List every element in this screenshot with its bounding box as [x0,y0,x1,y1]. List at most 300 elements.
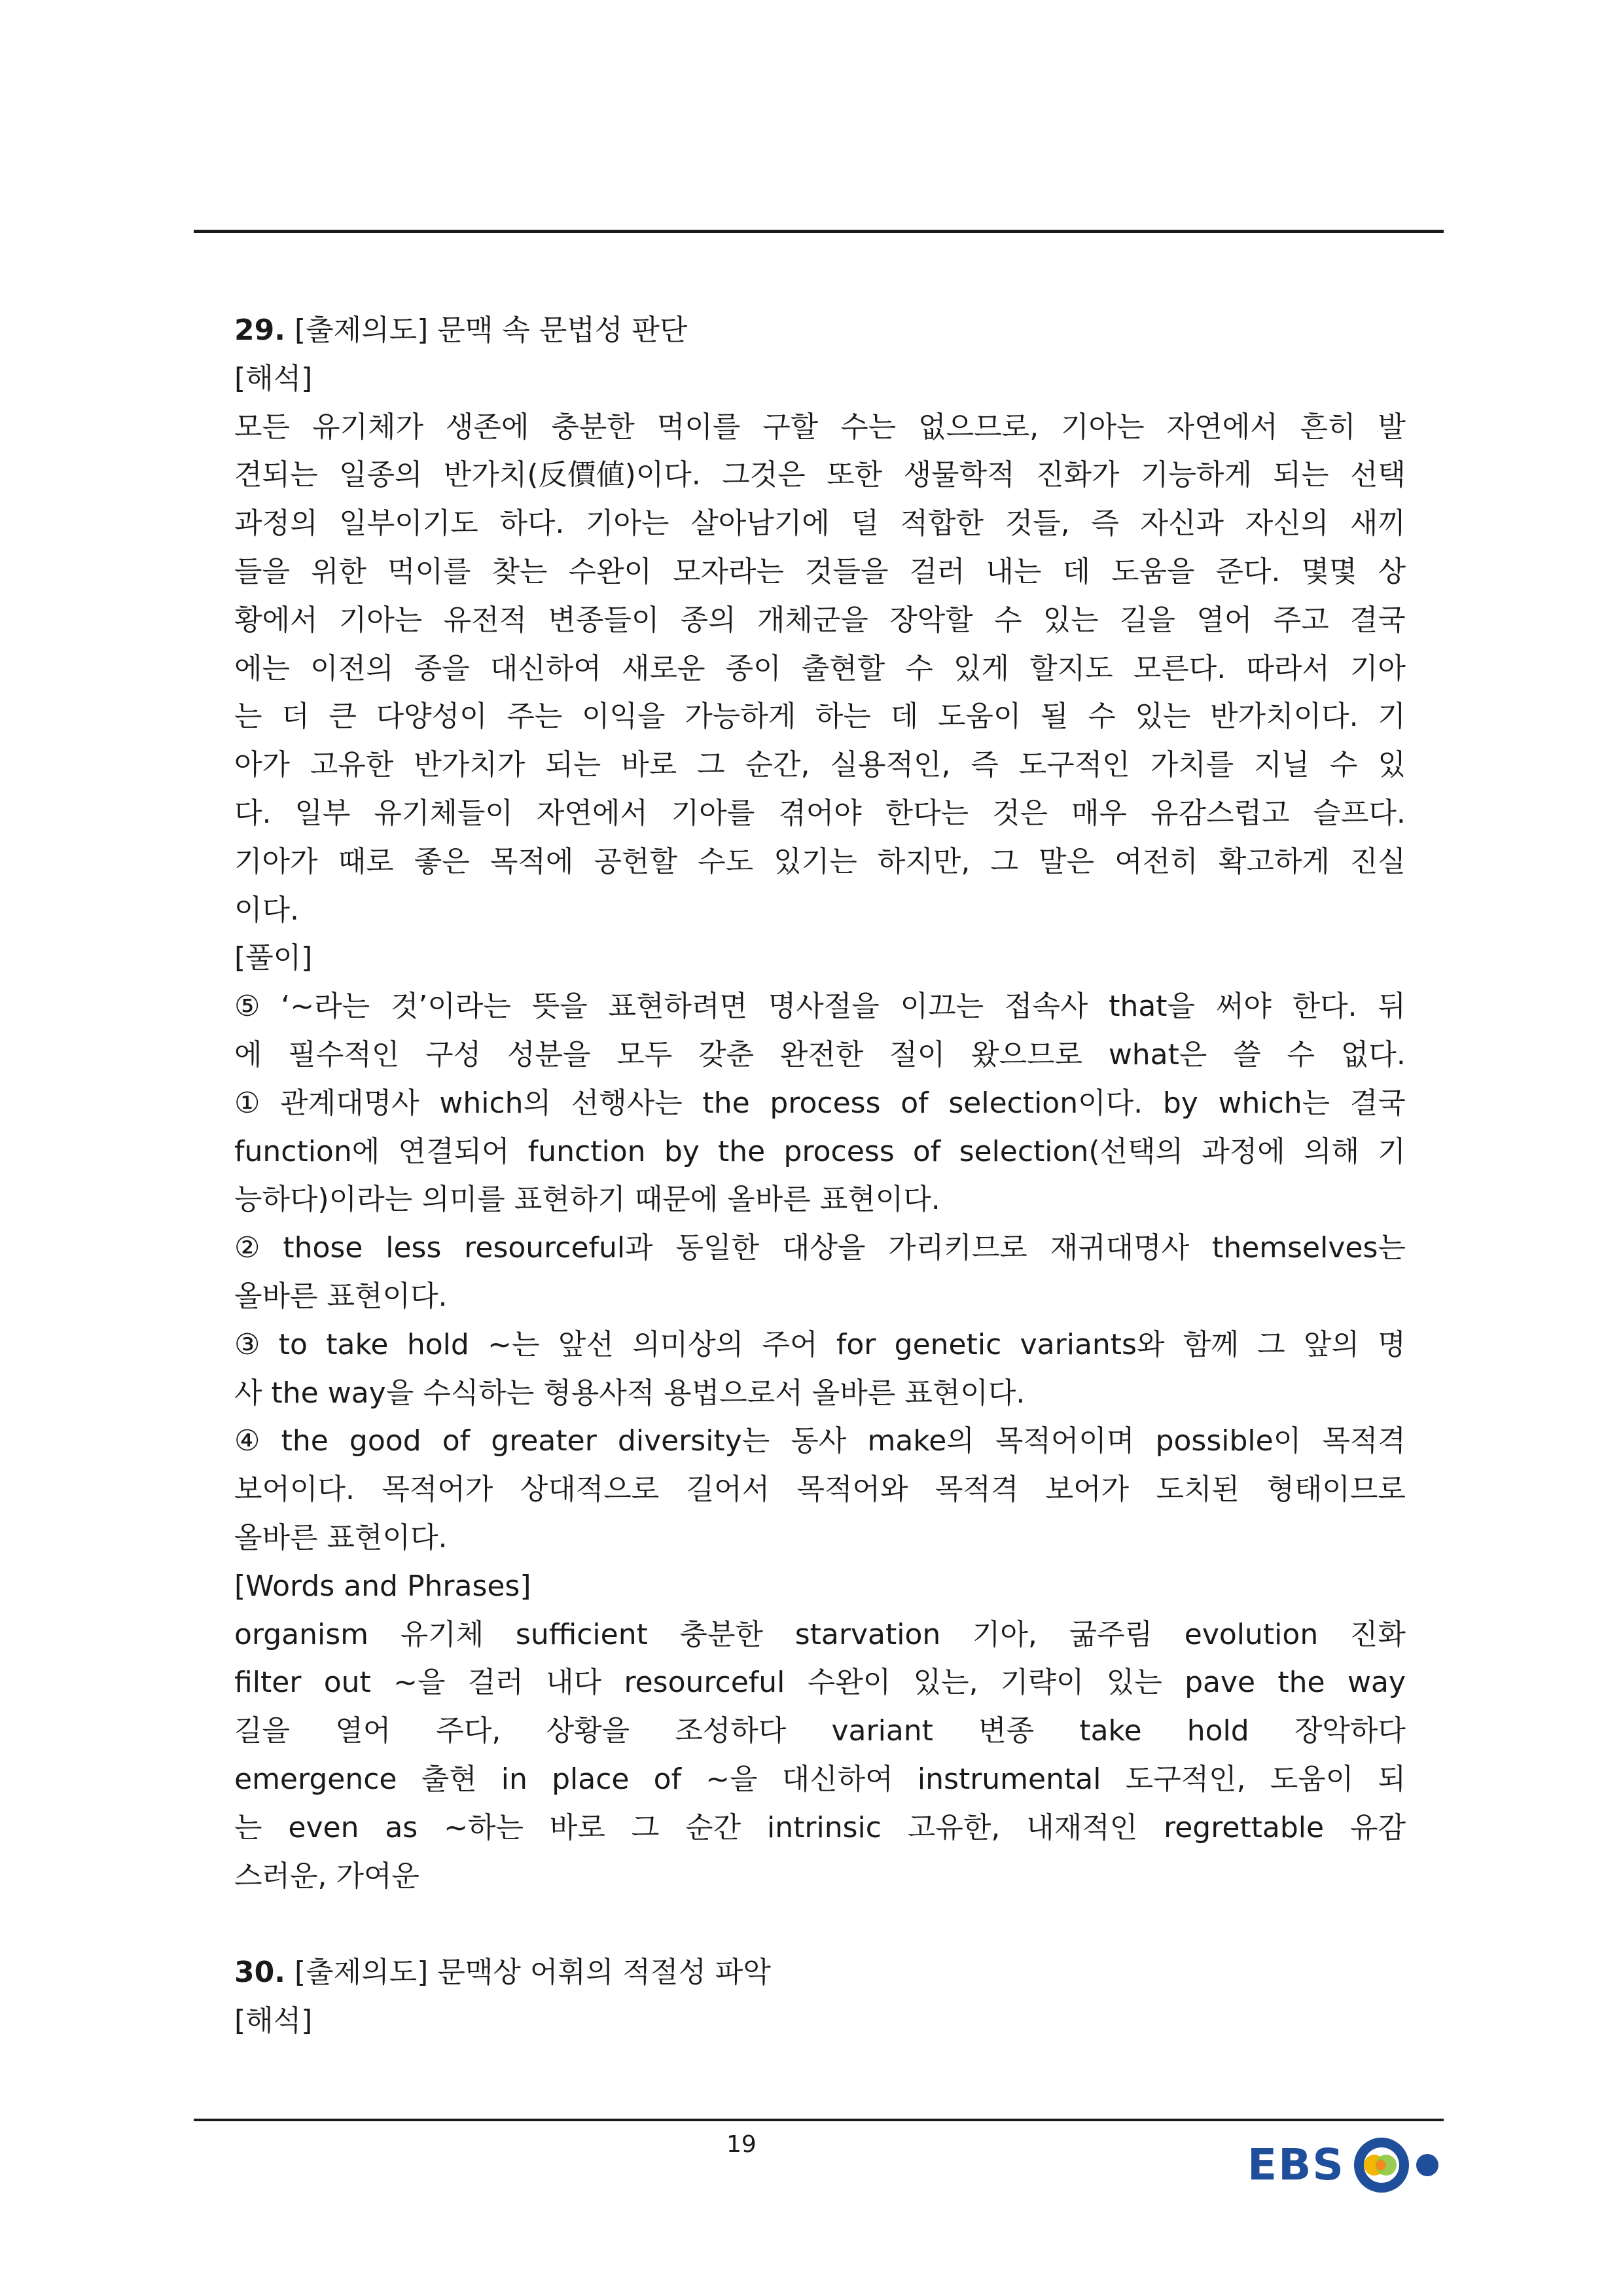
word: filter [234,1666,302,1700]
word: 선택 [1349,458,1406,492]
header-rule [194,230,1444,233]
word: 길을 [1120,603,1176,637]
word: 가리키므로 [888,1231,1027,1265]
word: possible이 [1155,1424,1302,1458]
word: organism [234,1617,369,1651]
word: 유감스럽고 [1150,796,1290,830]
word: 목적에 [490,844,574,878]
word: function [527,1134,646,1168]
word: 대상을 [781,1231,866,1265]
word: 적절성 [622,1956,706,1990]
word: by [664,1134,700,1168]
word: even [288,1810,359,1844]
word: 일부 [294,796,351,830]
word: 표현이다. [327,1279,448,1313]
word: 더 [281,700,310,734]
word: 준다. [1215,554,1281,588]
word: 그 [631,1810,660,1844]
text-line [234,1997,1406,2045]
word: 표현이다. [904,1376,1026,1410]
word: 절이 [889,1037,946,1071]
word: 능하다)이라는 [234,1183,413,1217]
word: ⑤ [234,990,260,1024]
word: the [281,1424,329,1458]
text-line [234,451,1406,499]
word: 유기체 [400,1617,484,1651]
word: 상대적으로 [520,1473,660,1507]
word: 수 [1330,748,1358,782]
word: 반가치이다. [1210,700,1359,734]
word: 개체군을 [757,603,868,637]
word: 하다. [499,507,565,541]
word: 장악하다 [1294,1714,1406,1748]
word: function에 [234,1134,380,1168]
word: 살아남기에 [690,507,830,541]
word: 수식하는 [423,1376,535,1410]
word: 하는 [815,700,871,734]
ebs-logo-mark-icon [1350,2132,1442,2198]
word: 지닐 [1254,748,1310,782]
word: take [326,1327,389,1361]
word: in [501,1762,527,1796]
word: 데 [890,700,919,734]
word: 때로 [338,844,394,878]
word: 될 [1041,700,1069,734]
word: 즉 [971,748,999,782]
word: less [385,1231,442,1265]
word: 완전한 [779,1037,864,1071]
word: 29. [234,314,285,347]
word: 공헌할 [594,844,678,878]
word: 문맥 [437,314,493,347]
word: 생존에 [445,410,529,444]
word: 수 [905,651,933,685]
word: 상황을 [546,1714,630,1748]
word: 주는 [507,700,563,734]
word: out [323,1666,371,1700]
word: 관계대명사 [280,1086,419,1120]
word: 문맥상 [437,1956,521,1990]
word: 가여운 [336,1859,420,1893]
word: 의해 [1304,1134,1360,1168]
word: 출현 [421,1762,477,1796]
word: 그 [1257,1327,1285,1361]
word: 먹이를 [656,410,741,444]
word: 형태이므로 [1266,1473,1406,1507]
word: of [912,1134,941,1168]
word: selection이다. [948,1086,1143,1120]
word: 용법으로서 [664,1376,803,1410]
word: hold [406,1327,469,1361]
word: 다양성이 [376,700,488,734]
word: 기아는 [586,507,669,541]
word: 출현할 [801,651,885,685]
word: 도움이 [1270,1762,1354,1796]
text-line [234,1804,1406,1852]
text-line [234,1272,1406,1321]
word: starvation [794,1617,941,1651]
text-line [234,789,1406,838]
word: intrinsic [767,1810,882,1844]
word: 결국 [1349,1086,1406,1120]
word: 그 [990,844,1018,878]
word: 즉 [1091,507,1119,541]
word: 말은 [1039,844,1095,878]
word: take [1079,1714,1142,1748]
word: 되는 [1273,458,1329,492]
text-line [234,886,1406,935]
word: ~는 [488,1327,540,1361]
word: 자신의 [1245,507,1329,541]
word: 보어이다. [234,1473,355,1507]
text-line [234,1369,1406,1418]
word: 것은 [992,796,1048,830]
ebs-logo [1247,2132,1442,2198]
text-line [234,1321,1406,1369]
word: 대신하여 [781,1762,893,1796]
word: 목적어와 [796,1473,908,1507]
word: good [349,1424,421,1458]
word: 형용사적 [543,1376,655,1410]
word: by [1162,1086,1198,1120]
word: hold [1186,1714,1249,1748]
text-line [234,1224,1406,1272]
word: 겪어야 [778,796,862,830]
word: 내다 [546,1666,602,1700]
text-line [234,934,1406,982]
word: the [1277,1666,1325,1700]
word: 큰 [329,700,357,734]
word: 목적격 [935,1473,1019,1507]
word: 반가치(反價値)이다. [443,458,701,492]
text-line [234,645,1406,693]
word: 뜻을 [531,990,588,1024]
word: 올바른 [234,1520,318,1554]
word: 걸러 [909,554,965,588]
word: 올바른 [812,1376,896,1410]
word: 유기체가 [312,410,423,444]
word: 자신과 [1140,507,1224,541]
word: 성분을 [507,1037,591,1071]
word: 순간, [745,748,810,782]
text-line [234,982,1406,1031]
word: regrettable [1164,1810,1325,1844]
word: 열어 [335,1714,391,1748]
word: 있는 [1043,603,1099,637]
word: 충분한 [551,410,635,444]
word: 동일한 [675,1231,760,1265]
word: 발 [1378,410,1406,444]
word: greater [491,1424,597,1458]
word: 되는 [545,748,601,782]
word: 진화 [1349,1617,1406,1651]
word: 모두 [616,1037,673,1071]
word: 변종 [978,1714,1035,1748]
word: 내는 [986,554,1042,588]
word: 의미상의 [632,1327,744,1361]
word: 연결되어 [398,1134,510,1168]
word: of [901,1086,929,1120]
word: 유전적 [443,603,527,637]
word: way을 [327,1376,414,1410]
word: 확고하게 [1218,844,1330,878]
word: 주어 [762,1327,818,1361]
word: 여전히 [1115,844,1198,878]
word: 다. [234,796,272,830]
word: 덜 [851,507,879,541]
word: 동사 [791,1424,847,1458]
word: and [344,1569,398,1603]
document-body [234,306,1406,2045]
word: 모른다. [1133,651,1226,685]
word: 종의 [680,603,736,637]
word: 수 [1287,1037,1315,1071]
word: ~을 [705,1762,758,1796]
word: 파악 [715,1956,771,1990]
word: 갖춘 [698,1037,755,1071]
text-line [234,1128,1406,1176]
word: 표현하기 [514,1183,626,1217]
word: 이익을 [582,700,666,734]
word: 반가치가 [414,748,526,782]
word: 스러운, [234,1859,327,1893]
word: which는 [1218,1086,1330,1120]
word: 따라서 [1246,651,1330,685]
word: 주고 [1273,603,1329,637]
text-line [234,1707,1406,1755]
word: 한다. [1292,990,1357,1024]
word: 몇몇 [1301,554,1357,588]
word: 길어서 [686,1473,770,1507]
blank-line [234,1900,1406,1948]
ebs-logo-text: EBS [1247,2140,1345,2190]
text-line [234,1948,1406,1997]
word: the [271,1376,319,1410]
word: 황에서 [234,603,318,637]
word: to [278,1327,308,1361]
word: 이전의 [310,651,394,685]
word: 기략이 [1000,1666,1084,1700]
word: [해석] [234,2003,313,2037]
word: resourceful과 [464,1231,653,1265]
word: [해석] [234,361,313,395]
word: 때문에 [634,1183,719,1217]
word: 어휘의 [529,1956,614,1990]
word: 슬프다. [1313,796,1406,830]
word: what은 [1108,1037,1207,1071]
word: [출제의도] [294,314,429,347]
word: 목적격 [1322,1424,1406,1458]
text-line [234,403,1406,452]
word: 앞선 [558,1327,614,1361]
word: 견되는 [234,458,318,492]
word: ④ [234,1424,260,1458]
word: 종을 [414,651,470,685]
word: 수완이 [568,554,652,588]
word: 진화가 [1036,458,1120,492]
word: 표현하려면 [608,990,748,1024]
word: Phrases] [406,1569,531,1603]
word: of [442,1424,471,1458]
word: 먹이를 [387,554,471,588]
word: resourceful [624,1666,785,1700]
word: 일부이기도 [339,507,478,541]
word: 것들을 [805,554,889,588]
word: [출제의도] [294,1956,429,1990]
word: way [1347,1666,1406,1700]
word: 열어 [1196,603,1253,637]
word: 도치된 [1156,1473,1240,1507]
word: 왔으므로 [971,1037,1083,1071]
word: 기아를 [671,796,755,830]
word: 좋은 [414,844,470,878]
word: 유기체들이 [374,796,513,830]
word: 의미를 [421,1183,505,1217]
word: 과정의 [234,507,318,541]
text-line [234,1031,1406,1079]
word: 것들, [1005,507,1070,541]
word: 있게 [954,651,1010,685]
word: 걸러 [467,1666,524,1700]
word: 있기는 [774,844,857,878]
page-number: 19 [726,2131,757,2158]
text-line [234,1659,1406,1707]
word: 명사절을 [768,990,880,1024]
word: diversity는 [617,1424,770,1458]
word: 새로운 [622,651,705,685]
word: 있는, [913,1666,978,1700]
text-line [234,692,1406,741]
word: 목적어이며 [995,1424,1135,1458]
text-line [234,596,1406,645]
text-line [234,1611,1406,1659]
word: 있 [1378,748,1406,782]
word: 가치를 [1150,748,1234,782]
word: 한다는 [885,796,969,830]
word: 또한 [827,458,883,492]
text-line [234,355,1406,403]
word: 이끄는 [900,990,984,1024]
word: 필수적인 [288,1037,400,1071]
text-line [234,1175,1406,1224]
word: 흔히 [1300,410,1356,444]
word: 장악할 [889,603,973,637]
word: themselves는 [1212,1231,1406,1265]
word: 진실 [1349,844,1406,878]
text-line [234,1417,1406,1465]
word: emergence [234,1762,397,1796]
word: place [552,1762,630,1796]
text-line [234,1079,1406,1128]
word: the [718,1134,766,1168]
word: variants와 [1020,1327,1165,1361]
word: 굶주림 [1069,1617,1153,1651]
word: 보어가 [1045,1473,1130,1507]
footer-rule [194,2119,1444,2121]
word: 올바른 [234,1279,318,1313]
word: 수 [1088,700,1116,734]
word: for [836,1327,876,1361]
word: 는 [234,1810,262,1844]
word: 종이 [725,651,781,685]
word: selection(선택의 [959,1134,1184,1168]
text-line [234,838,1406,886]
word: ~하는 [444,1810,524,1844]
word: 구성 [425,1037,482,1071]
word: 기아 [1349,651,1406,685]
word: 충분한 [679,1617,764,1651]
word: 되 [1378,1762,1406,1796]
word: 순간 [685,1810,741,1844]
word: 조성하다 [675,1714,787,1748]
word: 앞의 [1304,1327,1360,1361]
word: 수도 [698,844,754,878]
word: 수는 [840,410,897,444]
word: 생물학적 [903,458,1015,492]
text-line [234,306,1406,355]
word: 자연에서 [536,796,648,830]
word: 문법성 [539,314,623,347]
word: 는 [234,700,262,734]
word: 하지만, [877,844,971,878]
word: 없으므로, [918,410,1039,444]
word: ① [234,1086,260,1120]
word: 데 [1062,554,1091,588]
word: 써야 [1215,990,1272,1024]
word: 뒤 [1378,990,1406,1024]
word: 속 [502,314,530,347]
word: 쓸 [1233,1037,1261,1071]
word: 고유한, [907,1810,1001,1844]
word: 길을 [234,1714,291,1748]
word: 모든 [234,410,291,444]
word: 없다. [1340,1037,1406,1071]
word: 구할 [762,410,819,444]
text-line [234,741,1406,789]
word: genetic [894,1327,1002,1361]
word: process [783,1134,895,1168]
word: 매우 [1071,796,1128,830]
word: pave [1185,1666,1256,1700]
word: 그 [697,748,725,782]
word: 일종의 [338,458,423,492]
word: of [653,1762,682,1796]
text-line [234,499,1406,548]
word: 표현이다. [327,1520,448,1554]
word: 기아는 [1061,410,1145,444]
word: 바로 [549,1810,605,1844]
word: 적합한 [900,507,984,541]
word: instrumental [917,1762,1101,1796]
word: as [385,1810,418,1844]
word: 변종들이 [548,603,660,637]
word: 내재적인 [1026,1810,1138,1844]
word: 올바른 [727,1183,811,1217]
text-line [234,1465,1406,1514]
word: 것’이라는 [390,990,511,1024]
word: 수완이 [807,1666,891,1700]
word: 도움이 [937,700,1022,734]
word: make의 [867,1424,974,1458]
word: evolution [1184,1617,1319,1651]
word: sufficient [515,1617,648,1651]
word: 판단 [632,314,688,347]
word: 찾는 [491,554,548,588]
word: 기아는 [338,603,423,637]
word: 기아가 [234,844,318,878]
text-line [234,1852,1406,1901]
word: 기 [1378,700,1406,734]
